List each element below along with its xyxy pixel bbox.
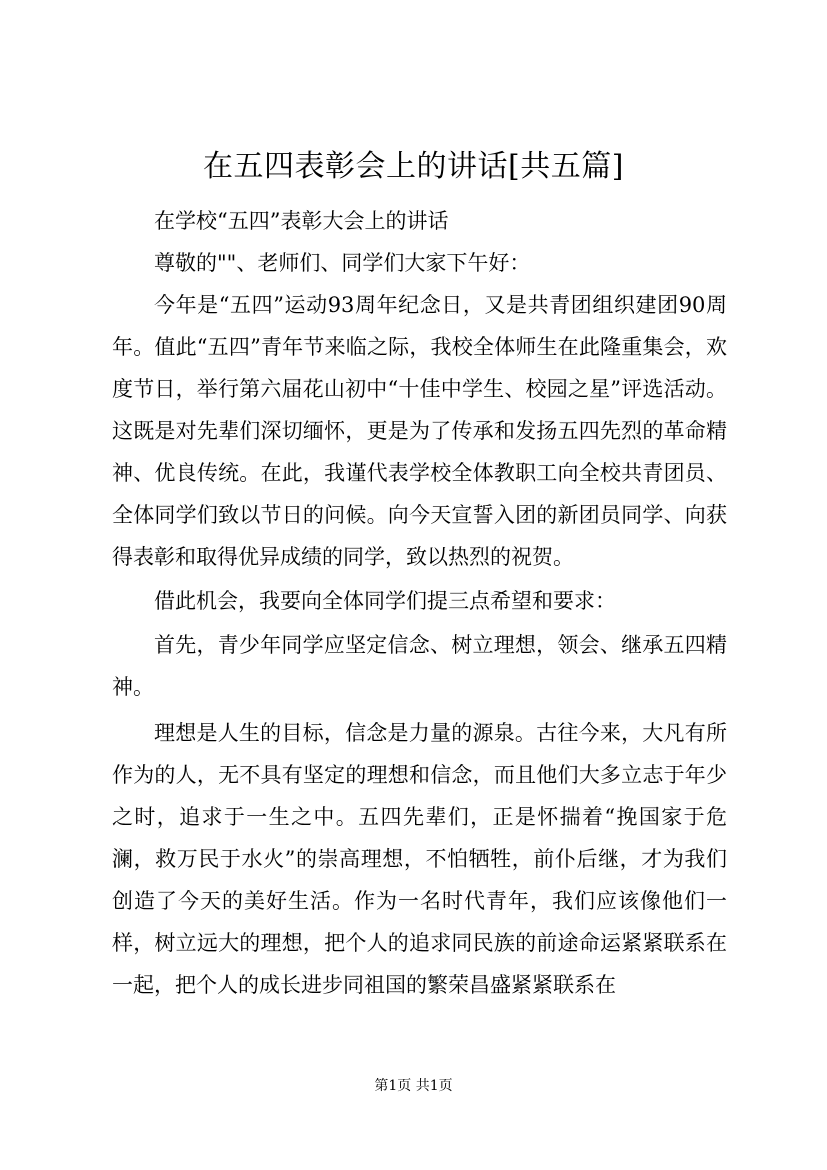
paragraph-first-point: 首先，青少年同学应坚定信念、树立理想，领会、继承五四精神。 bbox=[112, 633, 727, 699]
paragraph-intro: 今年是“五四”运动93周年纪念日，又是共青团组织建团90周年。值此“五四”青年节来临之际，我校全体师生在此隆重集会，欢度节日，举行第六届花山初中“十佳中学生、校园之星”评选活动。这既是对先辈们深切缅怀，更是为了传承和发扬五四先烈的革命精神、优良传统。在此，我谨代表学校全体教职工向全校共青团员、全体同学们致以节日的问候。向今天宣誓入团的新团员同学、向获得表彰和取得优异成绩的同学，致以热烈的祝贺。 bbox=[112, 293, 727, 569]
paragraph-ideals: 理想是人生的目标，信念是力量的源泉。古往今来，大凡有所作为的人，无不具有坚定的理想和信念，而且他们大多立志于年少之时，追求于一生之中。五四先辈们，正是怀揣着“挽国家于危澜，救万民于水火”的崇高理想，不怕牺牲，前仆后继，才为我们创造了今天的美好生活。作为一名时代青年，我们应该像他们一样，树立远大的理想，把个人的追求同民族的前途命运紧紧联系在一起，把个人的成长进步同祖国的繁荣昌盛紧紧联系在 bbox=[112, 721, 727, 997]
document-body bbox=[112, 200, 727, 1006]
paragraph-greeting: 尊敬的""、老师们、同学们大家下午好： bbox=[154, 251, 531, 275]
page-footer: 第1页 共1页 bbox=[374, 1078, 453, 1094]
paragraph-requirements-lead: 借此机会，我要向全体同学们提三点希望和要求： bbox=[154, 589, 616, 613]
paragraph-subtitle: 在学校“五四”表彰大会上的讲话 bbox=[154, 209, 449, 233]
document-title: 在五四表彰会上的讲话[共五篇] bbox=[203, 149, 624, 184]
